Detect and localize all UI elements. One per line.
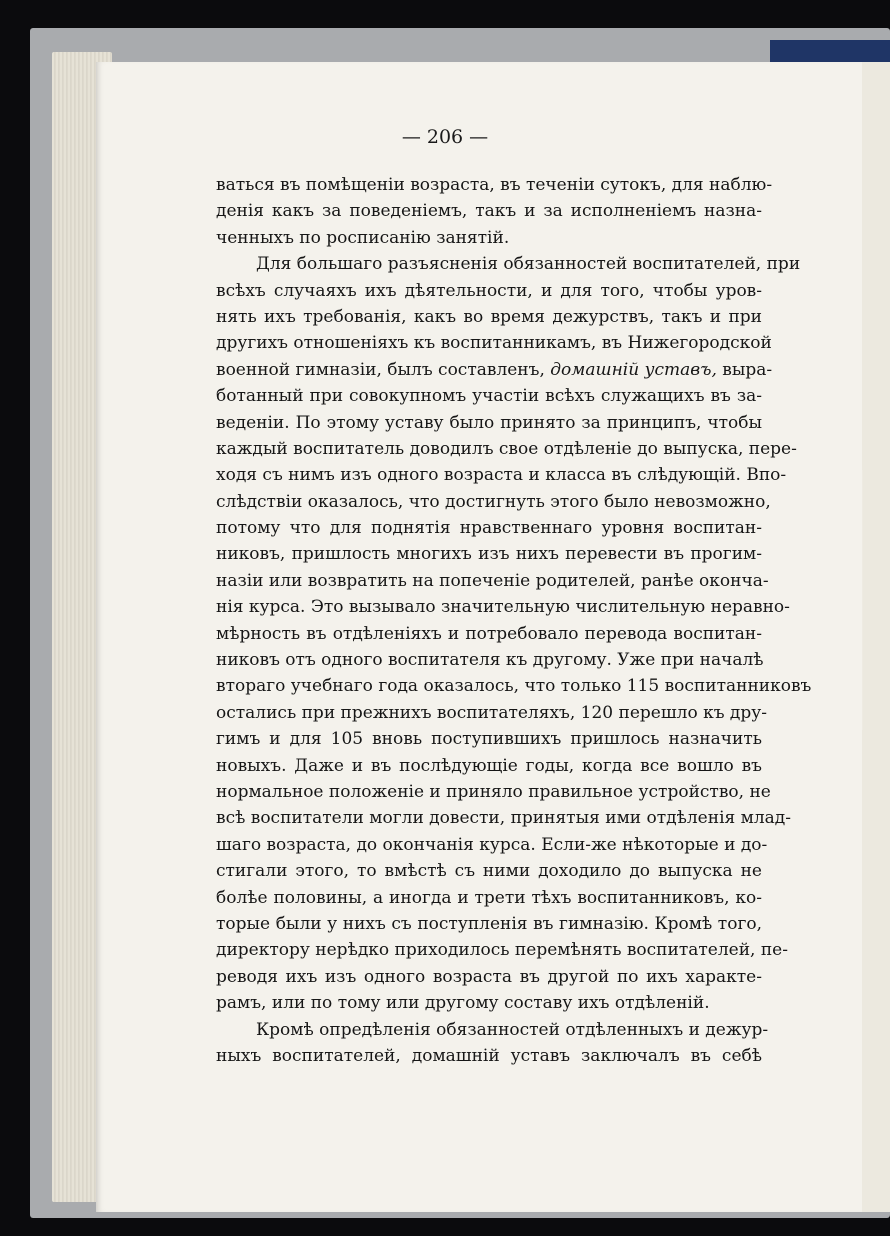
text-line: назіи или возвратить на попеченіе родителей, ранѣе оконча-: [216, 570, 769, 591]
text-line: торые были у нихъ съ поступленія въ гимназію. Кромѣ того,: [216, 913, 762, 934]
text-line: ходя съ нимъ изъ одного возраста и класса въ слѣдующій. Впо-: [216, 465, 787, 486]
text-line: болѣе половины, а иногда и трети тѣхъ воспитанниковъ, ко-: [216, 887, 762, 908]
text-line: другихъ отношеніяхъ къ воспитанникамъ, въ Нижегородской: [216, 333, 772, 354]
text-line: гимъ и для 105 вновь поступившихъ пришлось назначить: [216, 729, 762, 750]
text-line-with-italic: [216, 357, 773, 383]
page-number: — 206 —: [401, 126, 489, 148]
text-line: никовъ отъ одного воспитателя къ другому. Уже при началѣ: [216, 650, 764, 671]
text-line: рамъ, или по тому или другому составу ихъ отдѣленій.: [216, 993, 710, 1014]
text-line: директору нерѣдко приходилось перемѣнять воспитателей, пе-: [216, 940, 788, 961]
text-line: нія курса. Это вызывало значительную числительную неравно-: [216, 597, 790, 618]
text-line: новыхъ. Даже и въ послѣдующіе годы, когда все вошло въ: [216, 755, 762, 776]
page-text: [216, 172, 812, 1069]
text-segment: военной гимназіи, былъ составленъ,: [216, 359, 545, 380]
text-line: ченныхъ по росписанію занятій.: [216, 227, 510, 248]
text-line: веденіи. По этому уставу было принято за принципъ, чтобы: [216, 412, 762, 433]
text-line: денія какъ за поведеніемъ, такъ и за исполненіемъ назна-: [216, 201, 762, 222]
text-line: Для большаго разъясненія обязанностей воспитателей, при: [256, 254, 801, 275]
text-line: слѣдствіи оказалось, что достигнуть этого было невозможно,: [216, 491, 771, 512]
text-line: каждый воспитатель доводилъ свое отдѣленіе до выпуска, пере-: [216, 438, 797, 459]
text-line: Кромѣ опредѣленія обязанностей отдѣленныхъ и дежур-: [256, 1019, 769, 1040]
text-line: реводя ихъ изъ одного возраста въ другой по ихъ характе-: [216, 966, 762, 987]
text-line: ботанный при совокупномъ участіи всѣхъ служащихъ въ за-: [216, 386, 762, 407]
text-line: потому что для поднятія нравственнаго уровня воспитан-: [216, 518, 762, 539]
italic-phrase: домашній уставъ,: [550, 359, 717, 380]
text-line: ныхъ воспитателей, домашній уставъ заключалъ въ себѣ: [216, 1045, 762, 1066]
text-line: всѣ воспитатели могли довести, принятыя ими отдѣленія млад-: [216, 808, 792, 829]
text-line: всѣхъ случаяхъ ихъ дѣятельности, и для того, чтобы уров-: [216, 280, 762, 301]
text-line: никовъ, пришлость многихъ изъ нихъ перевести въ прогим-: [216, 544, 762, 565]
text-line: стигали этого, то вмѣстѣ съ ними доходило до выпуска не: [216, 861, 762, 882]
text-line: мѣрность въ отдѣленіяхъ и потребовало перевода воспитан-: [216, 623, 762, 644]
text-line: шаго возраста, до окончанія курса. Если-же нѣкоторые и до-: [216, 834, 768, 855]
text-line: остались при прежнихъ воспитателяхъ, 120 перешло къ дру-: [216, 702, 768, 723]
cover-corner: [770, 40, 890, 62]
text-segment: вырa-: [722, 359, 773, 380]
text-line: нять ихъ требованія, какъ во время дежурствъ, такъ и при: [216, 306, 762, 327]
text-line: ваться въ помѣщеніи возраста, въ теченіи сутокъ, для наблю-: [216, 175, 773, 195]
text-line: нормальное положеніе и приняло правильное устройство, не: [216, 781, 771, 802]
text-line: втораго учебнаго года оказалось, что только 115 воспитанниковъ: [216, 676, 812, 697]
